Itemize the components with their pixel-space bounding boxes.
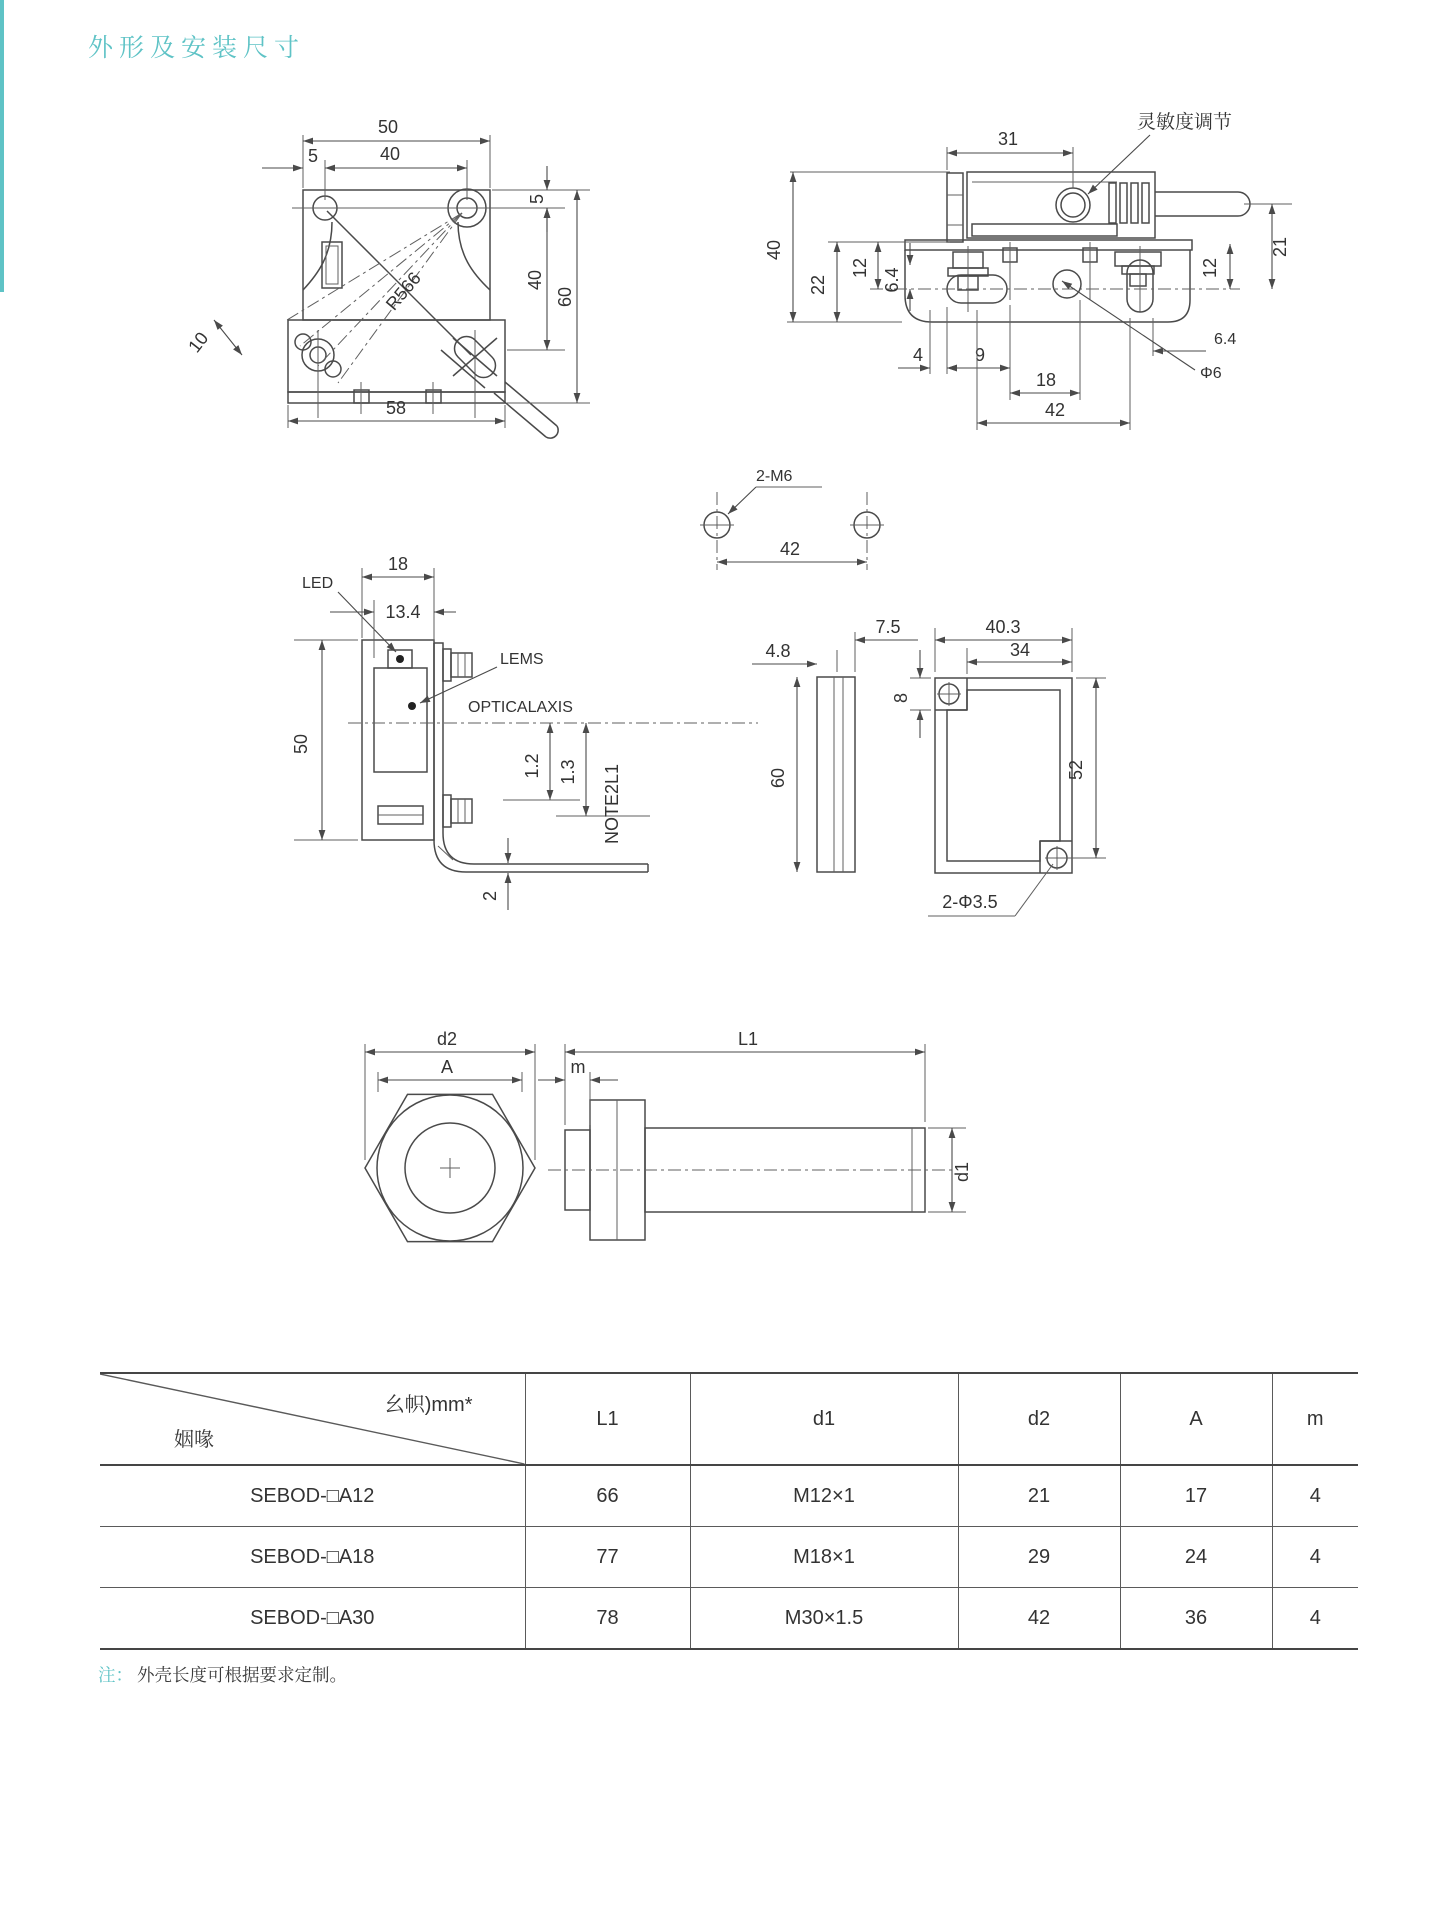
sv-dim-31: 31 — [997, 129, 1019, 149]
bk-dim-18: 18 — [387, 554, 409, 574]
rf-dim-34: 34 — [1009, 640, 1031, 660]
col-header-m: m — [1272, 1373, 1358, 1465]
page-title: 外形及安装尺寸 — [88, 34, 306, 62]
bk-note-label: NOTE2L1 — [602, 763, 622, 845]
bk-dim-12: 1.2 — [522, 753, 542, 779]
fv-dim-50: 50 — [377, 117, 399, 137]
hole-pattern-drawing — [700, 468, 884, 570]
fv-dim-40-top: 40 — [379, 144, 401, 164]
footnote — [98, 1662, 347, 1687]
sv-dim-18: 18 — [1035, 370, 1057, 390]
footnote-prefix: 注： — [98, 1665, 133, 1685]
table-row: SEBOD-□A12 66 M12×1 21 17 4 — [100, 1465, 1358, 1527]
fv-dim-5-left: 5 — [307, 146, 319, 166]
bk-dim-2: 2 — [480, 890, 500, 902]
model-cell: SEBOD-□A12 — [100, 1465, 525, 1527]
hp-dim-42: 42 — [779, 539, 801, 559]
bk-dim-134: 13.4 — [385, 602, 421, 622]
sv-dim-9: 9 — [974, 345, 986, 365]
bk-dim-50: 50 — [291, 733, 311, 755]
rf-dim-75: 7.5 — [875, 617, 901, 637]
sv-dim-64-left: 6.4 — [882, 267, 902, 293]
footnote-text: 外壳长度可根据要求定制。 — [137, 1665, 347, 1685]
col-header-L1: L1 — [525, 1373, 690, 1465]
br-dim-L1: L1 — [737, 1029, 759, 1049]
bk-dim-13: 1.3 — [558, 759, 578, 785]
rf-dim-60: 60 — [768, 767, 788, 789]
table-row: SEBOD-□A18 77 M18×1 29 24 4 — [100, 1527, 1358, 1588]
rf-dim-52: 52 — [1066, 759, 1086, 781]
rf-dim-403: 40.3 — [985, 617, 1021, 637]
front-view-drawing — [184, 117, 590, 438]
fv-dim-40-right: 40 — [525, 269, 545, 291]
sv-sensitivity-label: 灵敏度调节 — [1137, 112, 1233, 133]
corner-label-model: 姻喙 — [174, 1429, 214, 1451]
fv-dim-58: 58 — [385, 398, 407, 418]
side-view-drawing — [764, 110, 1292, 430]
rf-dim-8: 8 — [891, 692, 911, 704]
bk-axis-label: OPTICALAXIS — [468, 699, 573, 716]
sv-dim-4: 4 — [912, 345, 924, 365]
br-dim-m: m — [570, 1057, 586, 1077]
sv-dim-21: 21 — [1270, 236, 1290, 258]
sv-dim-64-right: 6.4 — [1214, 331, 1237, 348]
fv-radius-label: R566 — [381, 268, 425, 315]
corner-label-unit: 幺帜)mm* — [384, 1394, 473, 1416]
sv-dim-12-right: 12 — [1200, 257, 1220, 279]
bk-led-label: LED — [302, 575, 334, 592]
sv-dim-22: 22 — [808, 274, 828, 296]
br-dim-d1: d1 — [952, 1161, 972, 1183]
hp-label: 2-M6 — [756, 468, 793, 485]
table-row: SEBOD-□A30 78 M30×1.5 42 36 4 — [100, 1588, 1358, 1650]
br-dim-d2: d2 — [436, 1029, 458, 1049]
sv-hole-label: Φ6 — [1200, 365, 1222, 382]
sv-dim-42: 42 — [1044, 400, 1066, 420]
model-cell: SEBOD-□A18 — [100, 1527, 525, 1588]
rf-holes-label: 2-Φ3.5 — [942, 892, 998, 912]
bracket-view-drawing — [291, 554, 758, 910]
bk-lens-label: LEMS — [500, 651, 544, 668]
fv-dim-10: 10 — [184, 328, 213, 357]
br-dim-A: A — [440, 1057, 454, 1077]
col-header-d2: d2 — [958, 1373, 1120, 1465]
sv-dim-12-left: 12 — [850, 257, 870, 279]
col-header-A: A — [1120, 1373, 1272, 1465]
fv-dim-60: 60 — [555, 286, 575, 308]
table-corner-cell — [100, 1373, 525, 1465]
sv-dim-40: 40 — [764, 239, 784, 261]
rf-dim-48: 4.8 — [765, 641, 791, 661]
barrel-drawing — [365, 1029, 972, 1242]
col-header-d1: d1 — [690, 1373, 958, 1465]
model-cell: SEBOD-□A30 — [100, 1588, 525, 1650]
reflector-drawing — [752, 617, 1106, 916]
fv-dim-5-right: 5 — [527, 193, 547, 205]
dimension-table — [100, 1372, 1358, 1650]
